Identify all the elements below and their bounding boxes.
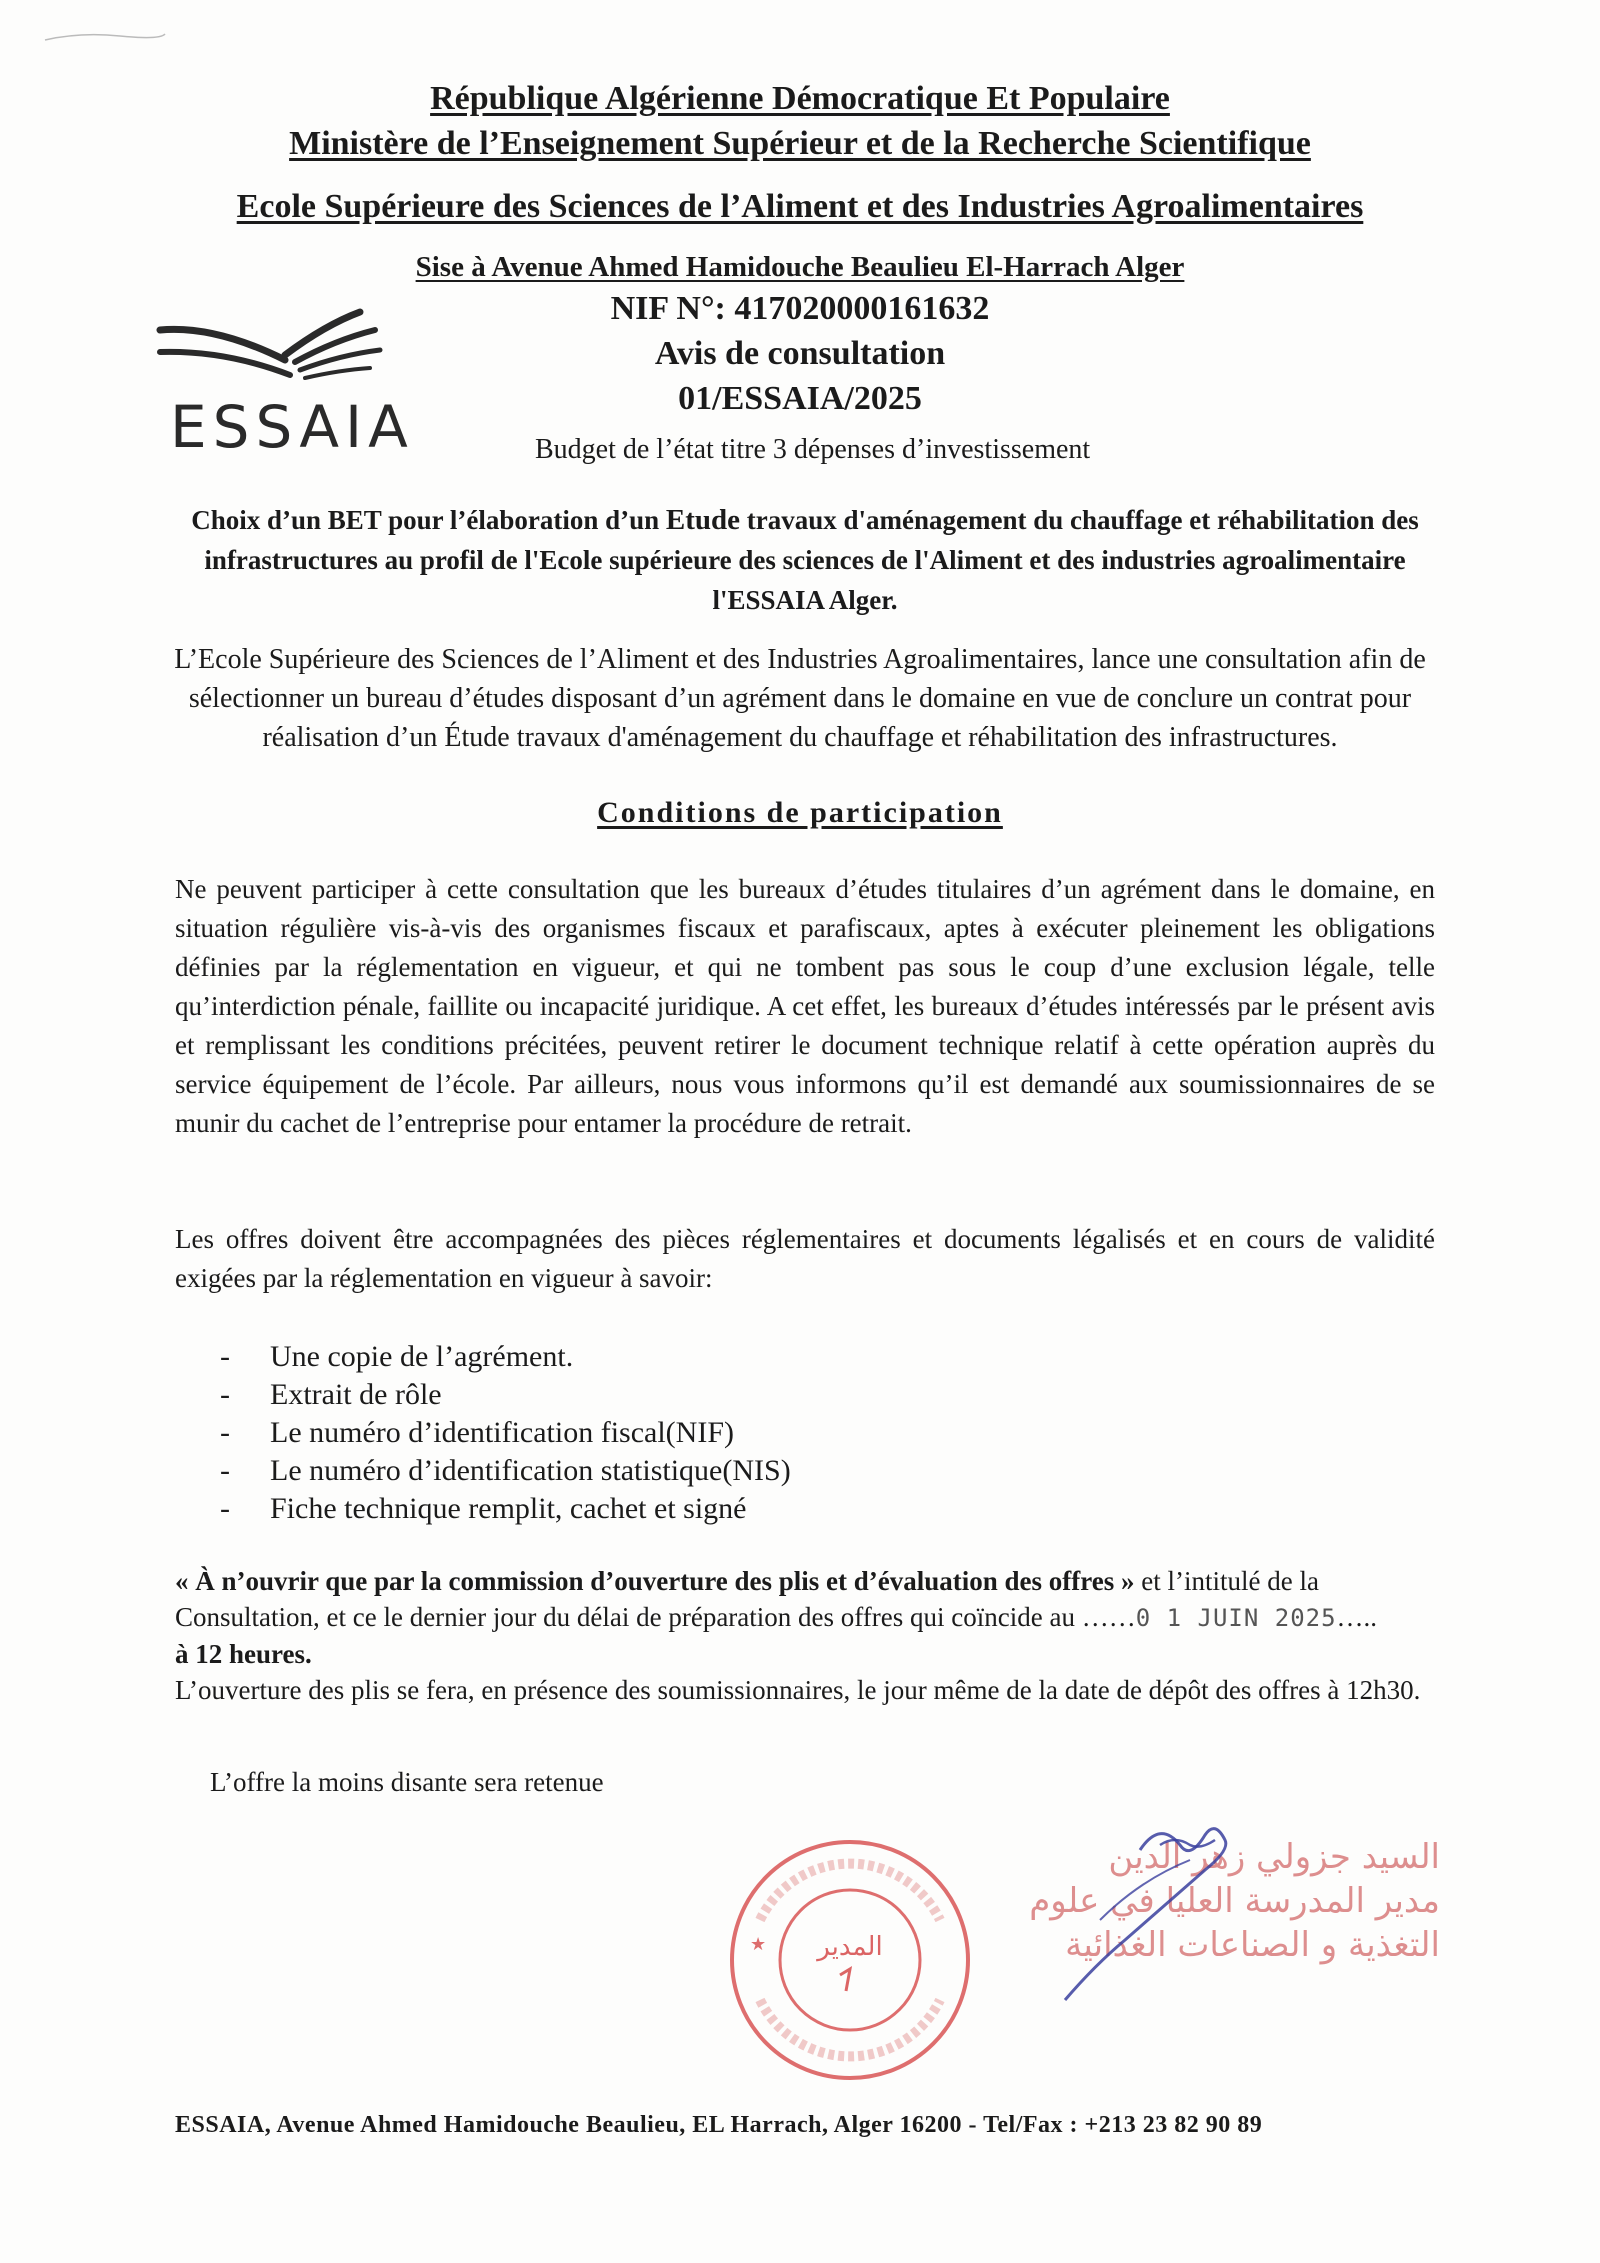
- opening-text: L’ouverture des plis se fera, en présence des soumissionnaires, le jour même de la date de dépôt des offres à 12h30.: [175, 1675, 1421, 1705]
- stamp-center-text: المدير: [817, 1932, 883, 1962]
- conditions-paragraph: Ne peuvent participer à cette consultation que les bureaux d’études titulaires d’un agrément dans le domaine, en situation régulière vis-à-vis des organismes fiscaux et parafiscaux, aptes à exécuter pleinement les obligations définies par la réglementation en vigueur, et qui ne tombent pas sous le coup d’une exclusion légale, telle qu’interdiction pénale, faillite ou incapacité juridique. A cet effet, les bureaux d’études intéressés par le présent avis et remplissant les conditions précitées, peuvent retirer le document technique relatif à cette opération auprès du service équipement de l’école. Par ailleurs, nous vous informons qu’il est demandé aux soumissionnaires de se munir du cachet de l’entreprise pour entamer la procédure de retrait.: [175, 874, 1435, 1138]
- ministry-heading: Ministère de l’Enseignement Supérieur et de la Recherche Scientifique: [289, 125, 1311, 162]
- list-item: - Le numéro d’identification statistique(NIS): [220, 1452, 791, 1490]
- official-stamp-icon: [720, 1830, 980, 2090]
- logo-text: ESSAIA: [170, 393, 414, 461]
- closing-paragraph: [175, 1563, 1445, 1708]
- selection-rule: L’offre la moins disante sera retenue: [210, 1767, 604, 1797]
- subject-part1: Choix d’un BET pour l’élaboration d’un: [191, 505, 666, 535]
- svg-text:★: ★: [750, 1934, 767, 1954]
- subject-emphasis: Etude: [665, 504, 741, 536]
- list-item: - Le numéro d’identification fiscal(NIF): [220, 1414, 791, 1452]
- director-name: السيد جزولي زهر الدين: [1108, 1837, 1440, 1877]
- consultation-reference: 01/ESSAIA/2025: [678, 380, 922, 417]
- consultation-subject: [190, 500, 1420, 620]
- required-documents-list: [220, 1338, 791, 1528]
- list-item: - Extrait de rôle: [220, 1376, 791, 1414]
- page-title: Avis de consultation: [654, 335, 946, 372]
- budget-line: Budget de l’état titre 3 dépenses d’investissement: [535, 434, 1091, 465]
- offers-paragraph: Les offres doivent être accompagnées des pièces réglementaires et documents légalisés et en cours de validité exigées par la réglementation en vigueur à savoir:: [175, 1224, 1435, 1293]
- director-title: مدير المدرسة العليا في علوم: [1029, 1881, 1440, 1921]
- school-address: Sise à Avenue Ahmed Hamidouche Beaulieu El-Harrach Alger: [415, 251, 1185, 283]
- nif-number: NIF N°: 417020000161632: [610, 290, 990, 327]
- school-heading: Ecole Supérieure des Sciences de l’Aliment et des Industries Agroalimentaires: [236, 188, 1364, 225]
- list-item: - Une copie de l’agrément.: [220, 1338, 791, 1376]
- director-school: التغذية و الصناعات الغذائية: [1065, 1925, 1440, 1965]
- subject-part2: travaux d'aménagement du chauffage et réhabilitation des infrastructures au profil de l'Ecole supérieure des sciences de l'Aliment et des industries agroalimentaire l'ESSAIA Alger.: [204, 505, 1419, 615]
- page-footer: ESSAIA, Avenue Ahmed Hamidouche Beaulieu, EL Harrach, Alger 16200 - Tel/Fax : +213 23 82 90 89: [175, 2112, 1263, 2138]
- deadline-hour: à 12 heures.: [175, 1639, 312, 1669]
- conditions-heading: Conditions de participation: [597, 796, 1003, 829]
- republic-heading: République Algérienne Démocratique Et Populaire: [430, 80, 1170, 117]
- list-item: - Fiche technique remplit, cachet et signé: [220, 1490, 791, 1528]
- deadline-dots: …..: [1336, 1602, 1378, 1632]
- intro-paragraph: L’Ecole Supérieure des Sciences de l’Aliment et des Industries Agroalimentaires, lance une consultation afin de sélectionner un bureau d’études disposant d’un agrément dans le domaine en vue de conclure un contrat pour réalisation d’un Étude travaux d'aménagement du chauffage et réhabilitation des infrastructures.: [174, 644, 1426, 753]
- sealing-instruction: « À n’ouvrir que par la commission d’ouverture des plis et d’évaluation des offres »: [175, 1566, 1135, 1596]
- deadline-text: et l’intitulé de la Consultation, et ce le dernier jour du délai de préparation des offres qui coïncide au ……: [175, 1566, 1319, 1632]
- deadline-date-stamp: 0 1 JUIN 2025: [1135, 1604, 1337, 1632]
- scan-mark-icon: [40, 28, 170, 48]
- handwritten-signature-icon: [990, 1810, 1290, 2010]
